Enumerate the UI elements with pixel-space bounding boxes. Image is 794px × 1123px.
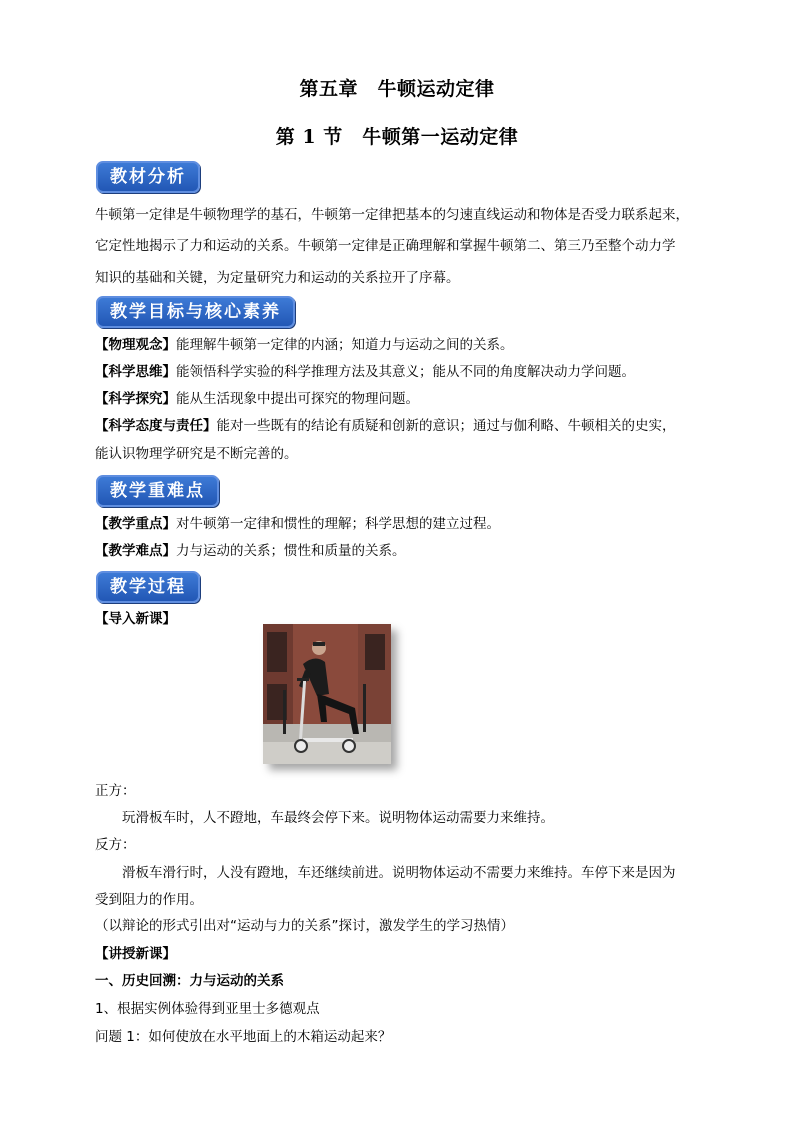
intro-label: 【导入新课】: [95, 611, 176, 627]
goal-text: 能从生活现象中提出可探究的物理问题。: [176, 391, 419, 407]
goal-label: 【科学态度与责任】: [95, 418, 217, 434]
goal-text: 能理解牛顿第一定律的内涵；知道力与运动之间的关系。: [176, 337, 514, 353]
goal-label: 【科学思维】: [95, 364, 176, 380]
goal-item: [95, 333, 514, 353]
key-point-text: 对牛顿第一定律和惯性的理解；科学思想的建立过程。: [176, 516, 500, 532]
goal-continuation: 能认识物理学研究是不断完善的。: [95, 446, 298, 462]
goal-item: [95, 387, 419, 407]
analysis-line-2: 它定性地揭示了力和运动的关系。牛顿第一定律是正确理解和掌握牛顿第二、第三乃至整个动力学: [95, 238, 676, 254]
scooter-photo: [263, 624, 391, 764]
analysis-badge: 教材分析: [96, 161, 200, 193]
scooter-photo-illustration: [263, 624, 391, 764]
pro-label: 正方：: [95, 783, 136, 799]
key-points-badge: 教学重难点: [96, 475, 219, 507]
goal-text: 能领悟科学实验的科学推理方法及其意义；能从不同的角度解决动力学问题。: [176, 364, 635, 380]
point-1: 1、根据实例体验得到亚里士多德观点: [95, 1001, 320, 1017]
process-badge: 教学过程: [96, 571, 200, 603]
new-lesson-label: 【讲授新课】: [95, 946, 176, 962]
goal-item: [95, 414, 676, 434]
goal-label: 【科学探究】: [95, 391, 176, 407]
goals-badge: 教学目标与核心素养: [96, 296, 295, 328]
goal-item: [95, 360, 635, 380]
con-text-2: 受到阻力的作用。: [95, 892, 203, 908]
key-point-item: [95, 539, 406, 559]
section-title: 第 1 节 牛顿第一运动定律: [275, 126, 519, 148]
key-point-label: 【教学难点】: [95, 543, 176, 559]
analysis-line-1: 牛顿第一定律是牛顿物理学的基石，牛顿第一定律把基本的匀速直线运动和物体是否受力联系起来，: [95, 207, 689, 223]
process-note: （以辩论的形式引出对“运动与力的关系”探讨，激发学生的学习热情）: [95, 918, 514, 934]
con-text-1: 滑板车滑行时，人没有蹬地，车还继续前进。说明物体运动不需要力来维持。车停下来是因为: [122, 865, 676, 881]
chapter-title: 第五章 牛顿运动定律: [299, 78, 495, 100]
pro-text: 玩滑板车时，人不蹬地，车最终会停下来。说明物体运动需要力来维持。: [122, 810, 554, 826]
analysis-line-3: 知识的基础和关键，为定量研究力和运动的关系拉开了序幕。: [95, 270, 460, 286]
key-point-label: 【教学重点】: [95, 516, 176, 532]
goal-text: 能对一些既有的结论有质疑和创新的意识；通过与伽利略、牛顿相关的史实，: [216, 418, 676, 434]
key-point-item: [95, 512, 500, 532]
goal-label: 【物理观念】: [95, 337, 176, 353]
history-heading: 一、历史回溯：力与运动的关系: [95, 973, 284, 989]
key-point-text: 力与运动的关系；惯性和质量的关系。: [176, 543, 406, 559]
con-label: 反方：: [95, 837, 136, 853]
question-1: 问题 1：如何使放在水平地面上的木箱运动起来？: [95, 1029, 392, 1045]
